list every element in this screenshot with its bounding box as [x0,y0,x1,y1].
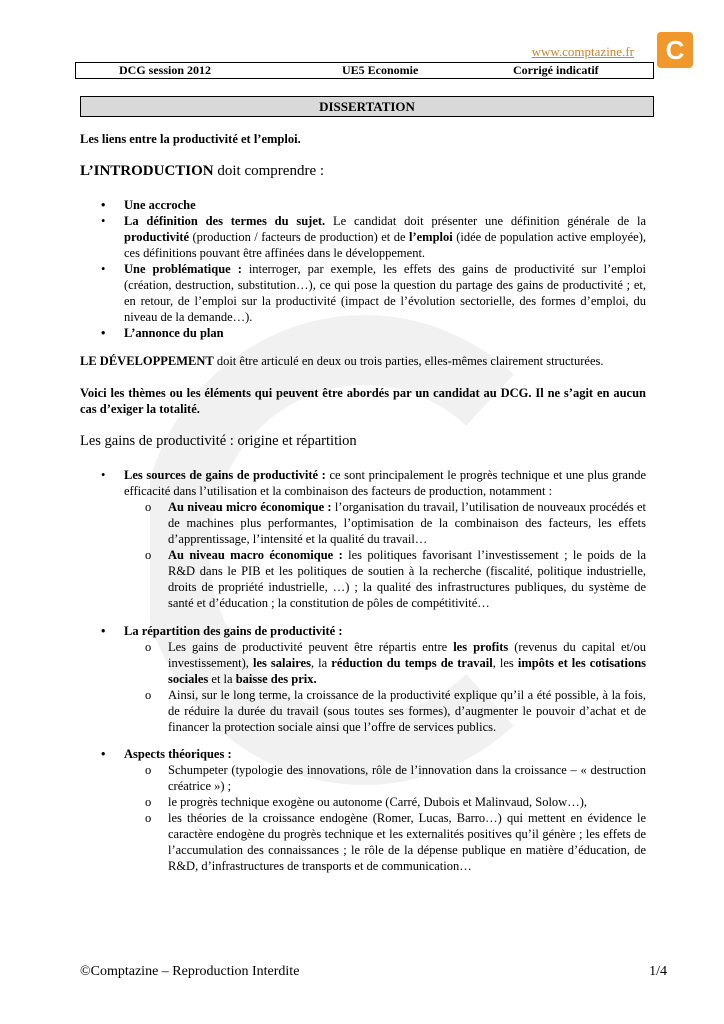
aspects-list [80,746,646,762]
repartition-sublist [80,639,646,735]
header-bar [75,62,654,79]
subject: Les liens entre la productivité et l’emploi. [80,132,301,146]
list-item: o le progrès technique exogène ou autonome (Carré, Dubois et Malinvaud, Solow…), [145,795,587,809]
list-item: o Ainsi, sur le long terme, la croissance de la productivité explique qu’il a été possible, à la fois, de réduire la durée du travail (sous toutes ses formes), d’augmenter le pouvoir d’achat et de financer la protection sociale ainsi que l’offre de services publics. [145,688,646,734]
dissertation-title: DISSERTATION [80,96,654,117]
page-number: 1/4 [649,964,667,979]
list-item: o Au niveau macro économique : les politiques favorisant l’investissement ; le poids de la R&D dans le PIB et les politiques de soutien à la recherche (fiscalité, politique industrielle, droits de propriété industrielle, …) ; la qualité des infrastructures publiques, du système de santé et d’éducation ; la constitution de pôles de compétitivité… [145,548,646,610]
list-item: o les théories de la croissance endogène (Romer, Lucas, Barro…) qui mettent en évidence le caractère endogène du progrès technique et les externalités positives qu’il génère ; les effets de l’accumulation des connaissances ; le rôle de la dépense publique en matière d’éducation, de R&D, d’infrastructures de transports et de communication… [145,811,646,873]
list-item: • Une accroche [101,198,196,212]
developpement-paragraph: LE DÉVELOPPEMENT doit être articulé en deux ou trois parties, elles-mêmes clairement structurées. [80,354,604,368]
list-item: • La répartition des gains de productivité : [101,624,343,638]
repartition-list [80,623,646,639]
session-label: DCG session 2012 [119,63,212,77]
intro-list [80,197,646,341]
ue-label: UE5 Economie [342,63,419,77]
section-title: Les gains de productivité : origine et répartition [80,433,357,449]
footer-copyright: ©Comptazine – Reproduction Interdite [80,964,300,979]
comptazine-logo: C [657,32,693,68]
site-link[interactable]: www.comptazine.fr [531,44,634,59]
list-item: • L’annonce du plan [101,326,224,340]
list-item: • Les sources de gains de productivité : ce sont principalement le progrès technique et une plus grande efficacité dans l’utilisation et la combinaison des facteurs de production, notamment : [101,468,646,498]
list-item: • Aspects théoriques : [101,747,232,761]
list-item: o Les gains de productivité peuvent être répartis entre les profits (revenus du capital et/ou investissement), les salaires, la réduction du temps de travail, les impôts et les cotisations sociales et la baisse des prix. [145,640,647,686]
corrige-label: Corrigé indicatif [513,63,599,77]
list-item: • Une problématique : interroger, par exemple, les effets des gains de productivité sur l’emploi (création, destruction, substitution…), ce qui pose la question du partage des gains de productivité ; et, en retour, de l’emploi sur la productivité (impact de l’évolution sectorielle, des formes d’emploi, du niveau de la demande…). [101,262,647,324]
aspects-sublist [80,762,646,874]
list-item: • La définition des termes du sujet. Le candidat doit présenter une définition générale de la productivité (production / facteurs de production) et de l’emploi (idée de population active employée), ces définitions pouvant être affinées dans le développement. [101,214,647,260]
sources-sublist [80,499,646,611]
list-item: o Schumpeter (typologie des innovations, rôle de l’innovation dans la croissance – « destruction créatrice ») ; [145,763,646,793]
sources-list [80,467,646,499]
intro-heading: L’INTRODUCTION doit comprendre : [80,163,325,179]
list-item: o Au niveau micro économique : l’organisation du travail, l’utilisation de nouveaux procédés et de machines plus performantes, l’optimisation de la combinaison des facteurs, les effets d’apprentissage, l’intensité et la qualité du travail… [145,500,646,546]
themes-note: Voici les thèmes ou les éléments qui peuvent être abordés par un candidat au DCG. Il ne s’agit en aucun cas d’exiger la totalité. [80,386,646,416]
